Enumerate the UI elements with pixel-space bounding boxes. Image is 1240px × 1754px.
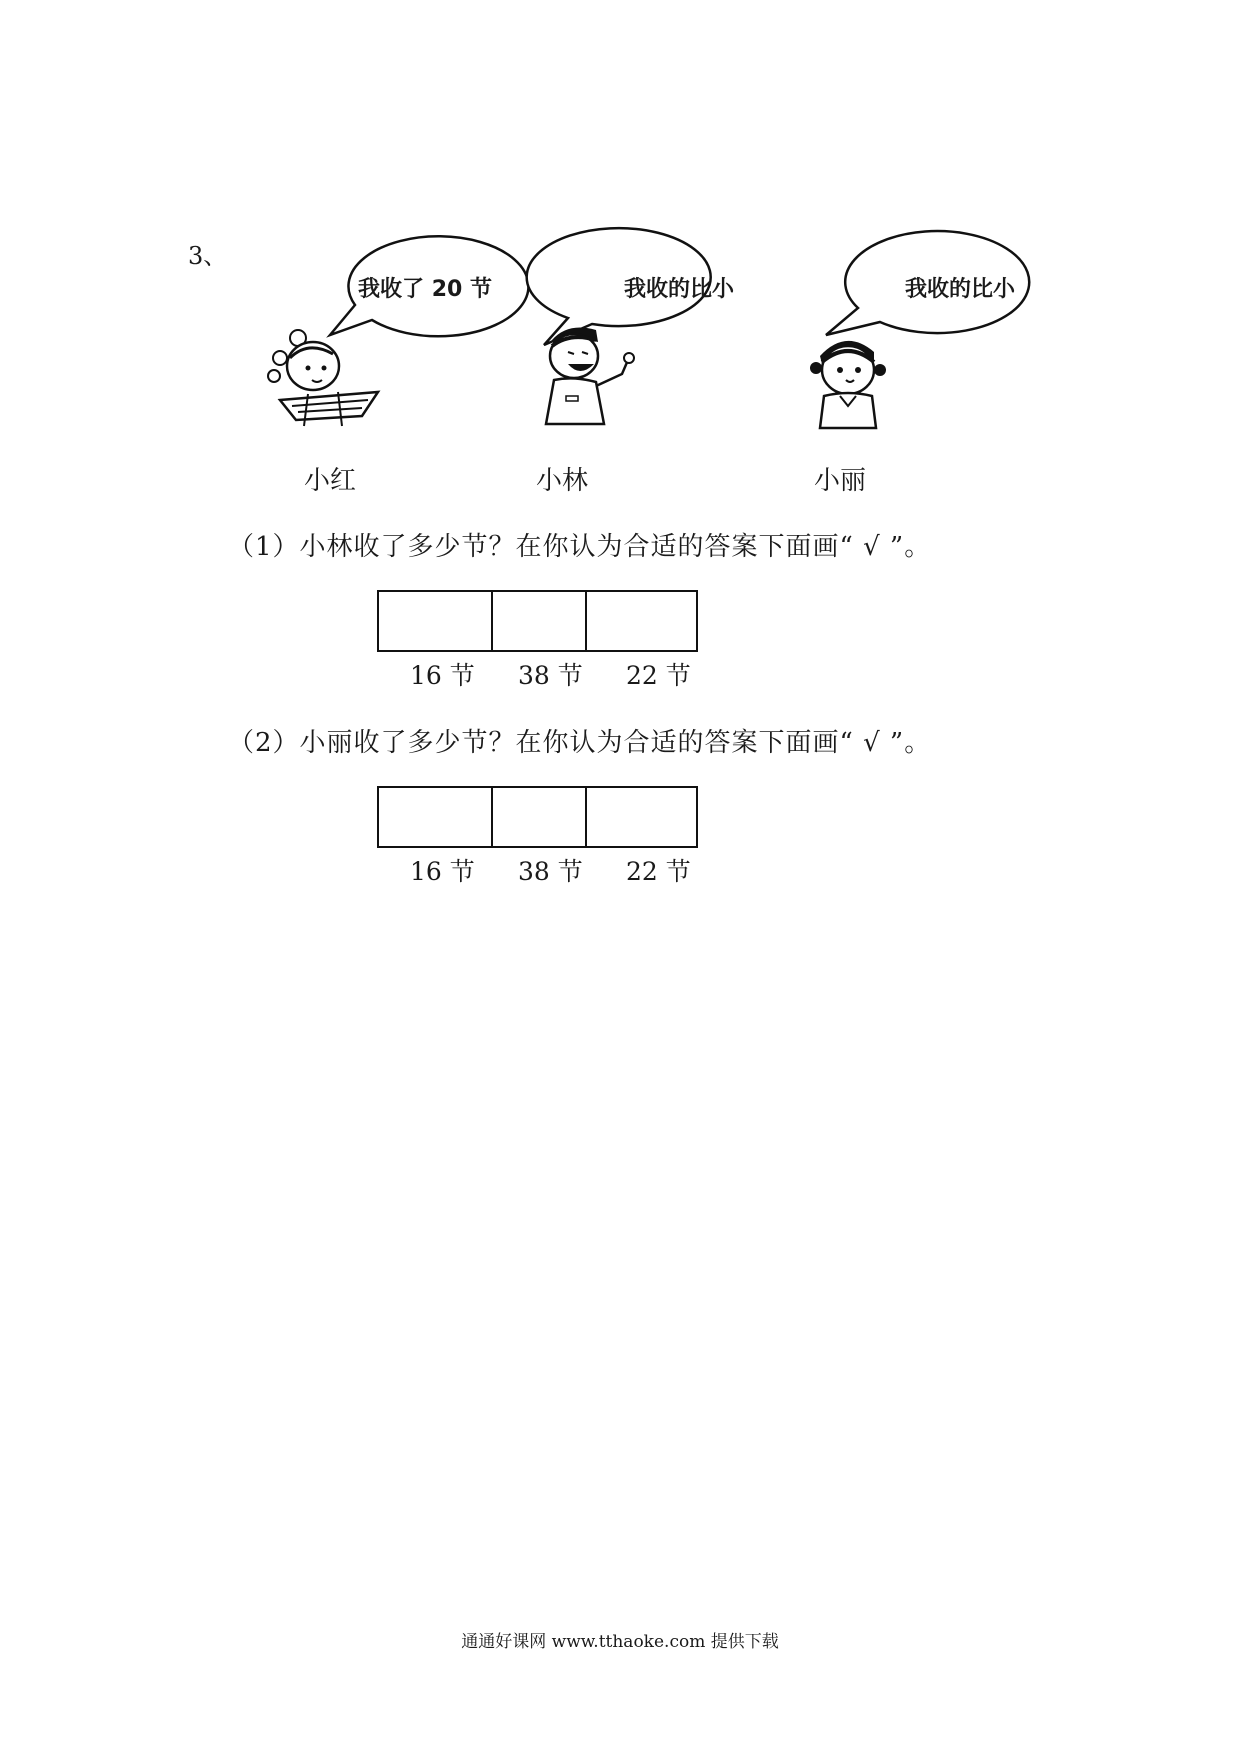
choice-box-1 <box>377 590 698 652</box>
speech-text-xiaoli: 我收的比小 <box>904 277 1015 302</box>
girl-xiaohong-illustration <box>258 328 398 428</box>
option-label: 38 节 <box>518 661 583 690</box>
speech-text-xiaolin: 我收的比小 <box>623 277 734 302</box>
choice-cell-22[interactable] <box>587 592 696 650</box>
option-label: 16 节 <box>410 661 475 690</box>
option-label: 38 节 <box>518 857 583 886</box>
choice-cell-16[interactable] <box>379 592 493 650</box>
option-label: 22 节 <box>626 661 691 690</box>
name-xiaoli: 小丽 <box>814 466 867 496</box>
choice-box-2 <box>377 786 698 848</box>
choice-cell-38[interactable] <box>493 592 587 650</box>
sub-question-1: （1）小林收了多少节？在你认为合适的答案下面画“ √ ”。 <box>228 532 932 562</box>
boy-xiaolin-illustration <box>534 320 654 430</box>
name-xiaolin: 小林 <box>536 466 589 496</box>
sub-question-2: （2）小丽收了多少节？在你认为合适的答案下面画“ √ ”。 <box>228 728 932 758</box>
page-footer: 通通好课网 www.tthaoke.com 提供下载 <box>461 1632 779 1652</box>
option-label: 16 节 <box>410 857 475 886</box>
name-xiaohong: 小红 <box>304 466 357 496</box>
girl-xiaoli-illustration <box>800 322 900 432</box>
question-number: 3、 <box>188 242 228 270</box>
choice-cell-16[interactable] <box>379 788 493 846</box>
choice-cell-38[interactable] <box>493 788 587 846</box>
speech-text-xiaohong: 我收了 20 节 <box>358 277 492 302</box>
choice-cell-22[interactable] <box>587 788 696 846</box>
option-label: 22 节 <box>626 857 691 886</box>
